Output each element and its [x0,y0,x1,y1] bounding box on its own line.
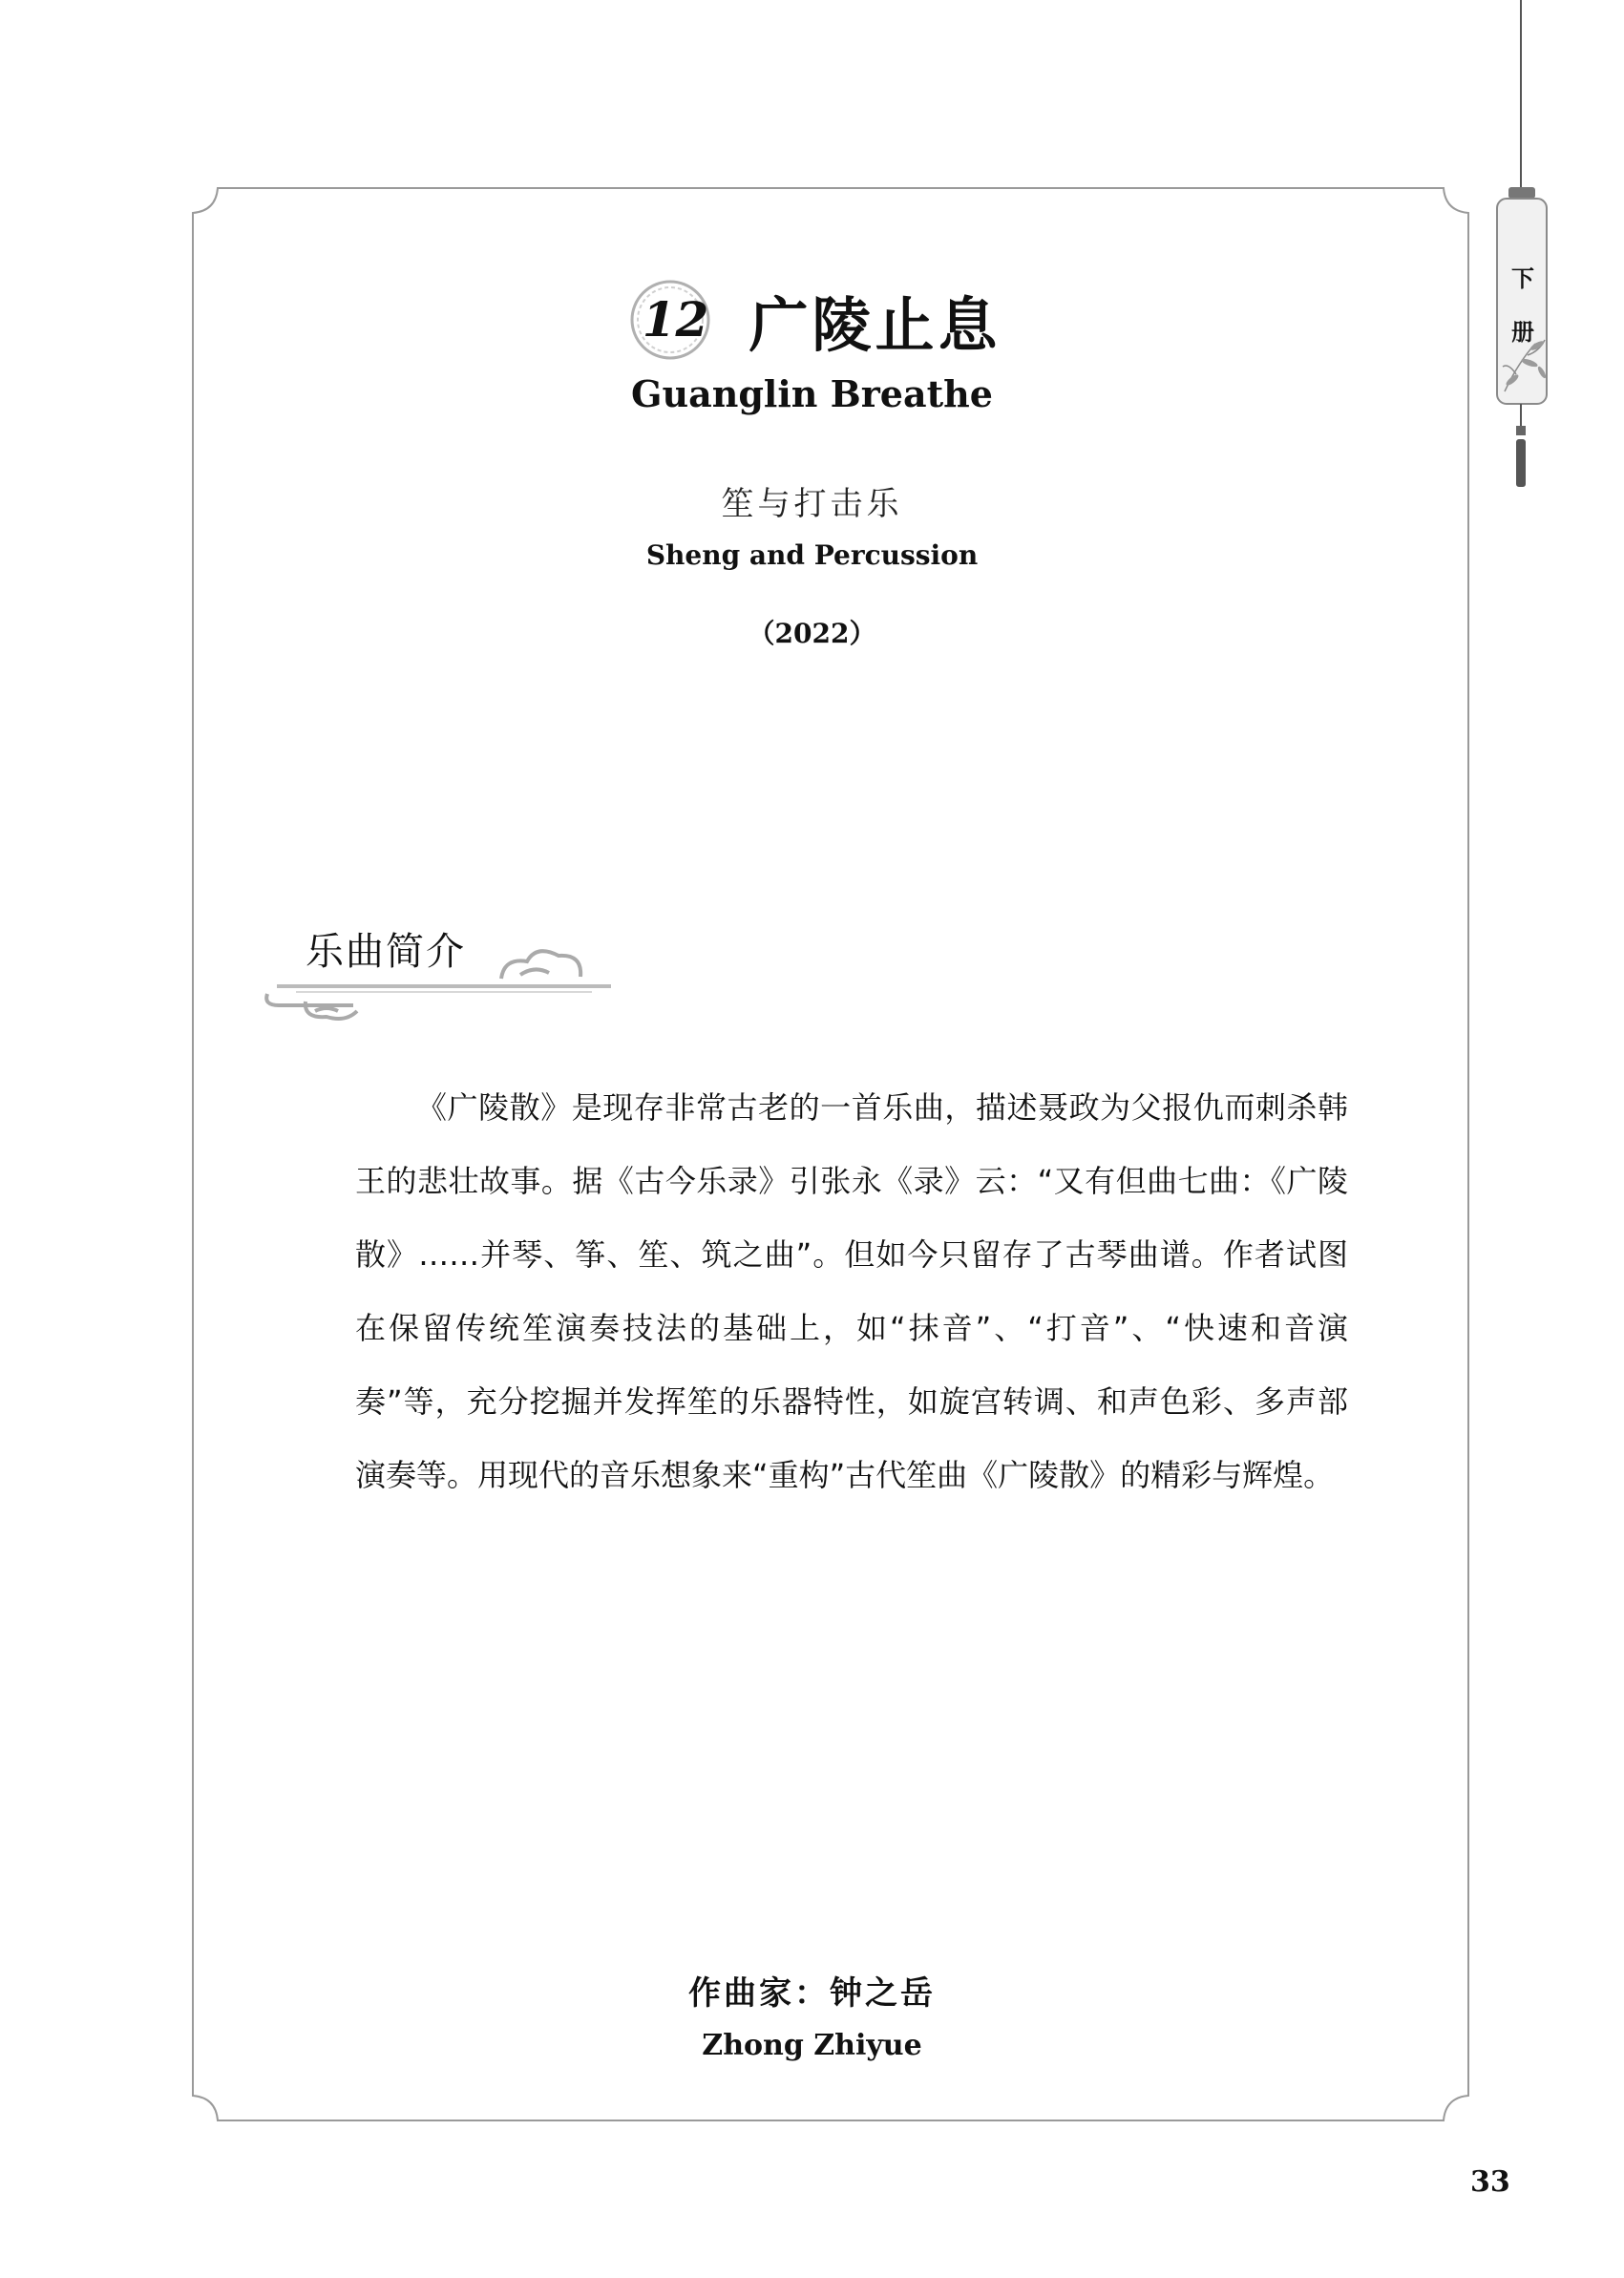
section-title: 乐曲简介 [306,930,466,974]
description-paragraph: 《广陵散》是现存非常古老的一首乐曲，描述聂政为父报仇而刺杀韩王的悲壮故事。据《古今乐录》引张永《录》云：“又有但曲七曲：《广陵散》……并琴、筝、笙、筑之曲”。但如今只留存了古琴曲谱。作者试图在保留传统笙演奏技法的基础上，如“抹音”、“打音”、“快速和音演奏”等，充分挖掘并发挥笙的乐器特性，如旋宫转调、和声色彩、多声部演奏等。用现代的音乐想象来“重构”古代笙曲《广陵散》的精彩与辉煌。 [355,1089,1348,1493]
chapter-number-badge [622,272,728,368]
title-chinese: 广陵止息 [749,289,1002,360]
title-english: Guanglin Breathe [631,372,993,415]
page-number: 33 [1470,2165,1510,2199]
composer-english: Zhong Zhiyue [702,2029,922,2062]
composition-year: （2022） [748,618,876,649]
chapter-number: 12 [642,291,709,348]
instrumentation-english: Sheng and Percussion [645,539,979,571]
title-row [0,272,1624,371]
instrumentation-chinese: 笙与打击乐 [721,485,903,523]
side-tab-char-1: 下 [1511,265,1534,292]
section-heading [258,912,621,1026]
side-tab-ornament [1489,0,1556,496]
side-tab-char-2: 册 [1511,319,1534,346]
composer-chinese: 作曲家：钟之岳 [688,1974,936,2013]
volume-side-tab [1489,0,1556,496]
